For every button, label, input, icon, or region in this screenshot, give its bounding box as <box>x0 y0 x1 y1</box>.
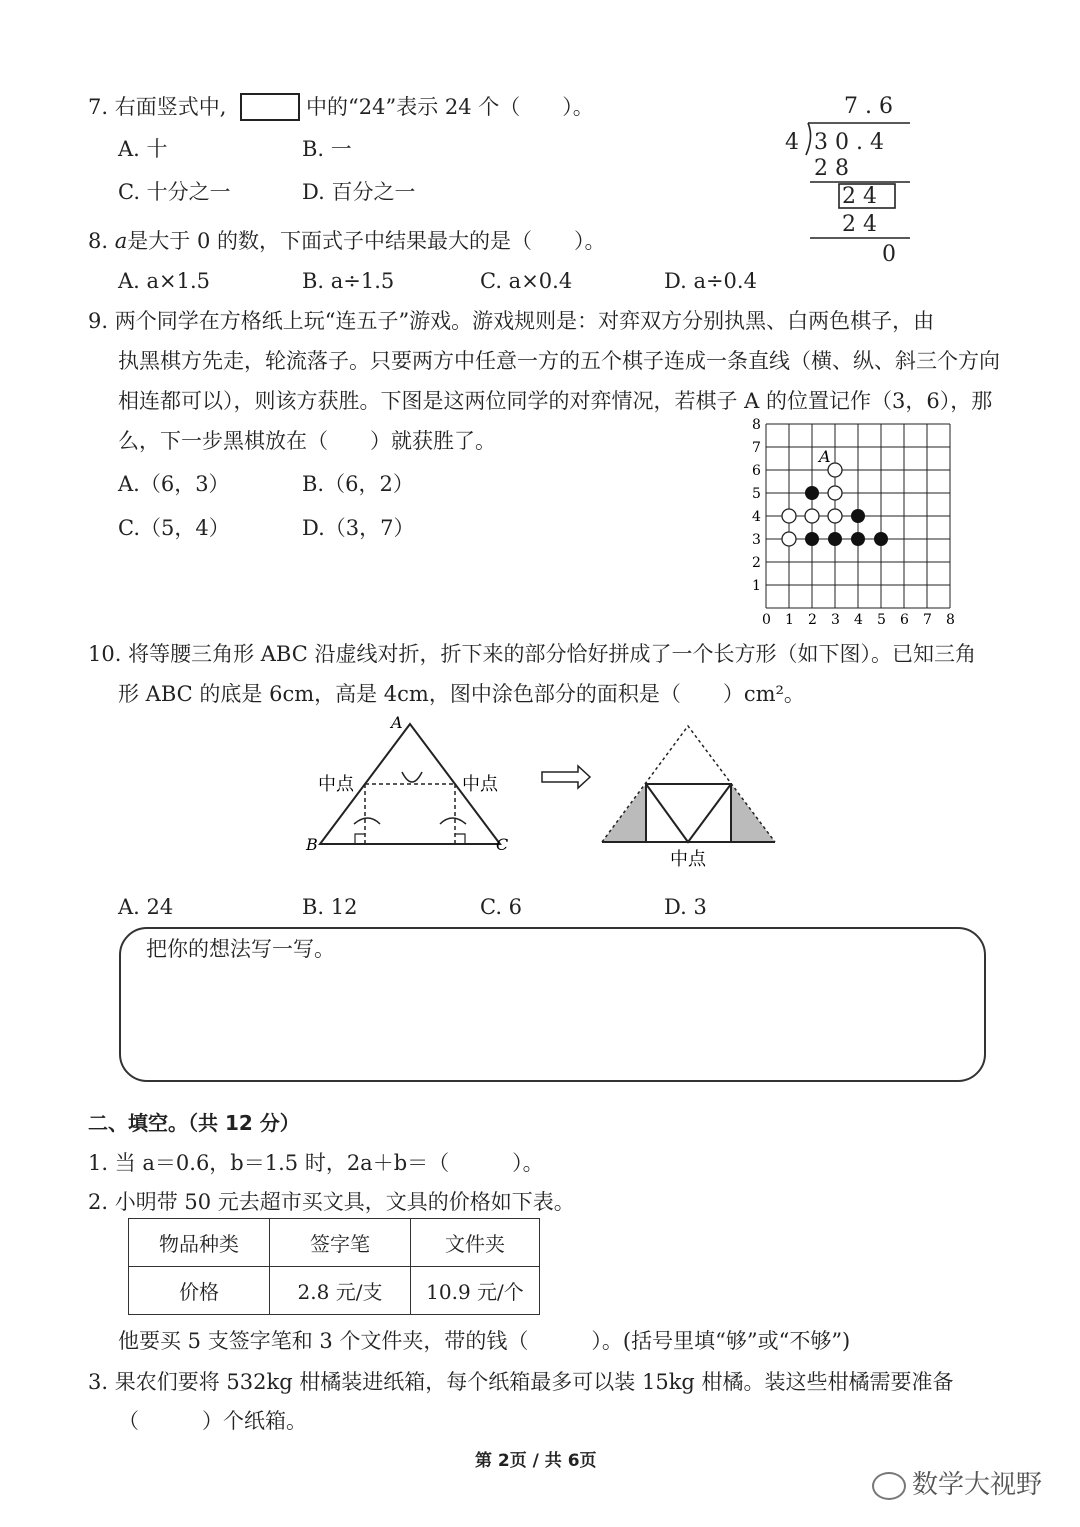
table-cell: 10.9 元/个 <box>411 1267 540 1315</box>
table-cell: 2.8 元/支 <box>270 1267 411 1315</box>
right-angle-marks <box>355 834 465 844</box>
div-dividend: 3 0 . 4 <box>814 130 884 155</box>
q10-line1: 10. 将等腰三角形 ABC 沿虚线对折，折下来的部分恰好拼成了一个长方形（如下图）。已知三角 <box>88 642 976 666</box>
black-stone <box>851 509 865 523</box>
s2-q3-line2: （ ）个纸箱。 <box>118 1409 307 1433</box>
q7-option-b: B. 一 <box>302 137 352 161</box>
label-a: A <box>391 713 403 732</box>
watermark-text: 数学大视野 <box>912 1470 1043 1500</box>
transform-arrow <box>542 766 590 788</box>
y-tick-label: 1 <box>752 578 761 594</box>
table-row <box>129 1219 540 1267</box>
fold-arrow-left <box>354 818 380 824</box>
q9-option-a: A.（6，3） <box>118 472 230 496</box>
x-tick-label: 8 <box>946 612 955 628</box>
black-stone <box>874 532 888 546</box>
q9-line3: 相连都可以），则该方获胜。下图是这两位同学的对弈情况，若棋子 A 的位置记作（3，6），那 <box>118 389 993 413</box>
fold-arrow-right <box>440 818 466 824</box>
q9-option-b: B.（6，2） <box>302 472 414 496</box>
label-b: B <box>306 835 318 854</box>
s2-q2-question: 他要买 5 支签字笔和 3 个文件夹，带的钱（ ）。(括号里填“够”或“不够”) <box>118 1329 851 1353</box>
note-prompt: 把你的想法写一写。 <box>146 937 335 961</box>
q9-line4: 么，下一步黑棋放在（ ）就获胜了。 <box>118 429 496 453</box>
black-stone <box>805 486 819 500</box>
label-c: C <box>496 835 509 854</box>
y-tick-label: 6 <box>752 463 761 479</box>
s2-q3-line1: 3. 果农们要将 532kg 柑橘装进纸箱，每个纸箱最多可以装 15kg 柑橘。装这些柑橘需要准备 <box>88 1370 954 1394</box>
y-tick-label: 4 <box>752 509 761 525</box>
q7-answer-box <box>240 93 300 121</box>
q8-option-d: D. a÷0.4 <box>664 269 757 293</box>
stone-a-label: A <box>819 447 831 466</box>
table-cell: 文件夹 <box>411 1219 540 1267</box>
q7-option-d: D. 百分之一 <box>302 180 416 204</box>
q8-number: 8. <box>88 229 109 253</box>
q7-prefix: 7. 右面竖式中, <box>88 95 227 119</box>
inner-triangles <box>646 784 731 842</box>
fold-lines <box>365 784 455 844</box>
x-tick-label: 0 <box>762 612 771 628</box>
white-stone <box>782 532 796 546</box>
x-tick-label: 7 <box>923 612 932 628</box>
q9-line1: 9. 两个同学在方格纸上玩“连五子”游戏。游戏规则是：对弈双方分别执黑、白两色棋子，由 <box>88 309 935 333</box>
label-mid-left: 中点 <box>318 774 354 795</box>
div-quotient: 7 . 6 <box>844 94 893 119</box>
q9-option-d: D.（3，7） <box>302 516 415 540</box>
q10-option-c: C. 6 <box>480 895 523 919</box>
triangle-figure <box>300 712 790 872</box>
q8-option-a: A. a×1.5 <box>118 269 211 293</box>
q7-option-c: C. 十分之一 <box>118 180 231 204</box>
white-stone <box>828 486 842 500</box>
s2-q2-stem: 2. 小明带 50 元去超市买文具，文具的价格如下表。 <box>88 1190 575 1214</box>
white-stone <box>805 509 819 523</box>
y-tick-label: 2 <box>752 555 761 571</box>
page-footer: 第 2页 / 共 6页 <box>475 1451 597 1471</box>
q7-option-a: A. 十 <box>118 137 168 161</box>
table-cell: 签字笔 <box>270 1219 411 1267</box>
q10-line2: 形 ABC 的底是 6cm，高是 4cm，图中涂色部分的面积是（ ）cm²。 <box>118 682 805 706</box>
fold-arrow-top <box>402 772 422 782</box>
long-division <box>770 85 930 285</box>
black-stone <box>805 532 819 546</box>
white-stone <box>782 509 796 523</box>
q8-option-b: B. a÷1.5 <box>302 269 395 293</box>
q8-var: a <box>114 229 128 253</box>
x-tick-label: 5 <box>877 612 886 628</box>
div-step1: 2 8 <box>814 156 849 181</box>
label-mid-right: 中点 <box>462 774 498 795</box>
watermark <box>872 1464 1042 1501</box>
black-stone <box>851 532 865 546</box>
section2-title: 二、填空。（共 12 分） <box>88 1111 300 1135</box>
price-table <box>128 1218 540 1315</box>
label-mid-bottom: 中点 <box>670 849 706 870</box>
black-stone <box>828 532 842 546</box>
q8-text: 是大于 0 的数，下面式子中结果最大的是（ ）。 <box>127 229 606 253</box>
q10-option-d: D. 3 <box>664 895 707 919</box>
s2-q1: 1. 当 a＝0.6，b＝1.5 时，2a＋b＝（ ）。 <box>88 1151 544 1175</box>
rectangle <box>646 784 731 842</box>
q10-option-a: A. 24 <box>118 895 174 919</box>
gomoku-grid <box>748 412 968 628</box>
x-tick-label: 1 <box>785 612 794 628</box>
x-tick-label: 4 <box>854 612 863 628</box>
q8-stem <box>88 228 605 254</box>
div-remainder: 0 <box>882 242 896 267</box>
table-cell: 价格 <box>129 1267 270 1315</box>
white-stone <box>828 509 842 523</box>
q9-option-c: C.（5，4） <box>118 516 230 540</box>
table-cell: 物品种类 <box>129 1219 270 1267</box>
div-step2: 2 4 <box>842 212 877 237</box>
div-divisor: 4 <box>785 130 799 155</box>
q10-option-b: B. 12 <box>302 895 358 919</box>
table-row <box>129 1267 540 1315</box>
q8-option-c: C. a×0.4 <box>480 269 573 293</box>
div-boxed: 2 4 <box>842 184 877 209</box>
x-tick-label: 3 <box>831 612 840 628</box>
y-tick-label: 7 <box>752 440 761 456</box>
y-tick-label: 3 <box>752 532 761 548</box>
y-tick-label: 5 <box>752 486 761 502</box>
q9-line2: 执黑棋方先走，轮流落子。只要两方中任意一方的五个棋子连成一条直线（横、纵、斜三个方向 <box>118 349 1000 373</box>
wechat-icon <box>872 1472 906 1500</box>
y-tick-label: 8 <box>752 417 761 433</box>
x-tick-label: 2 <box>808 612 817 628</box>
x-tick-label: 6 <box>900 612 909 628</box>
q7-suffix: 中的“24”表示 24 个（ ）。 <box>306 95 594 119</box>
